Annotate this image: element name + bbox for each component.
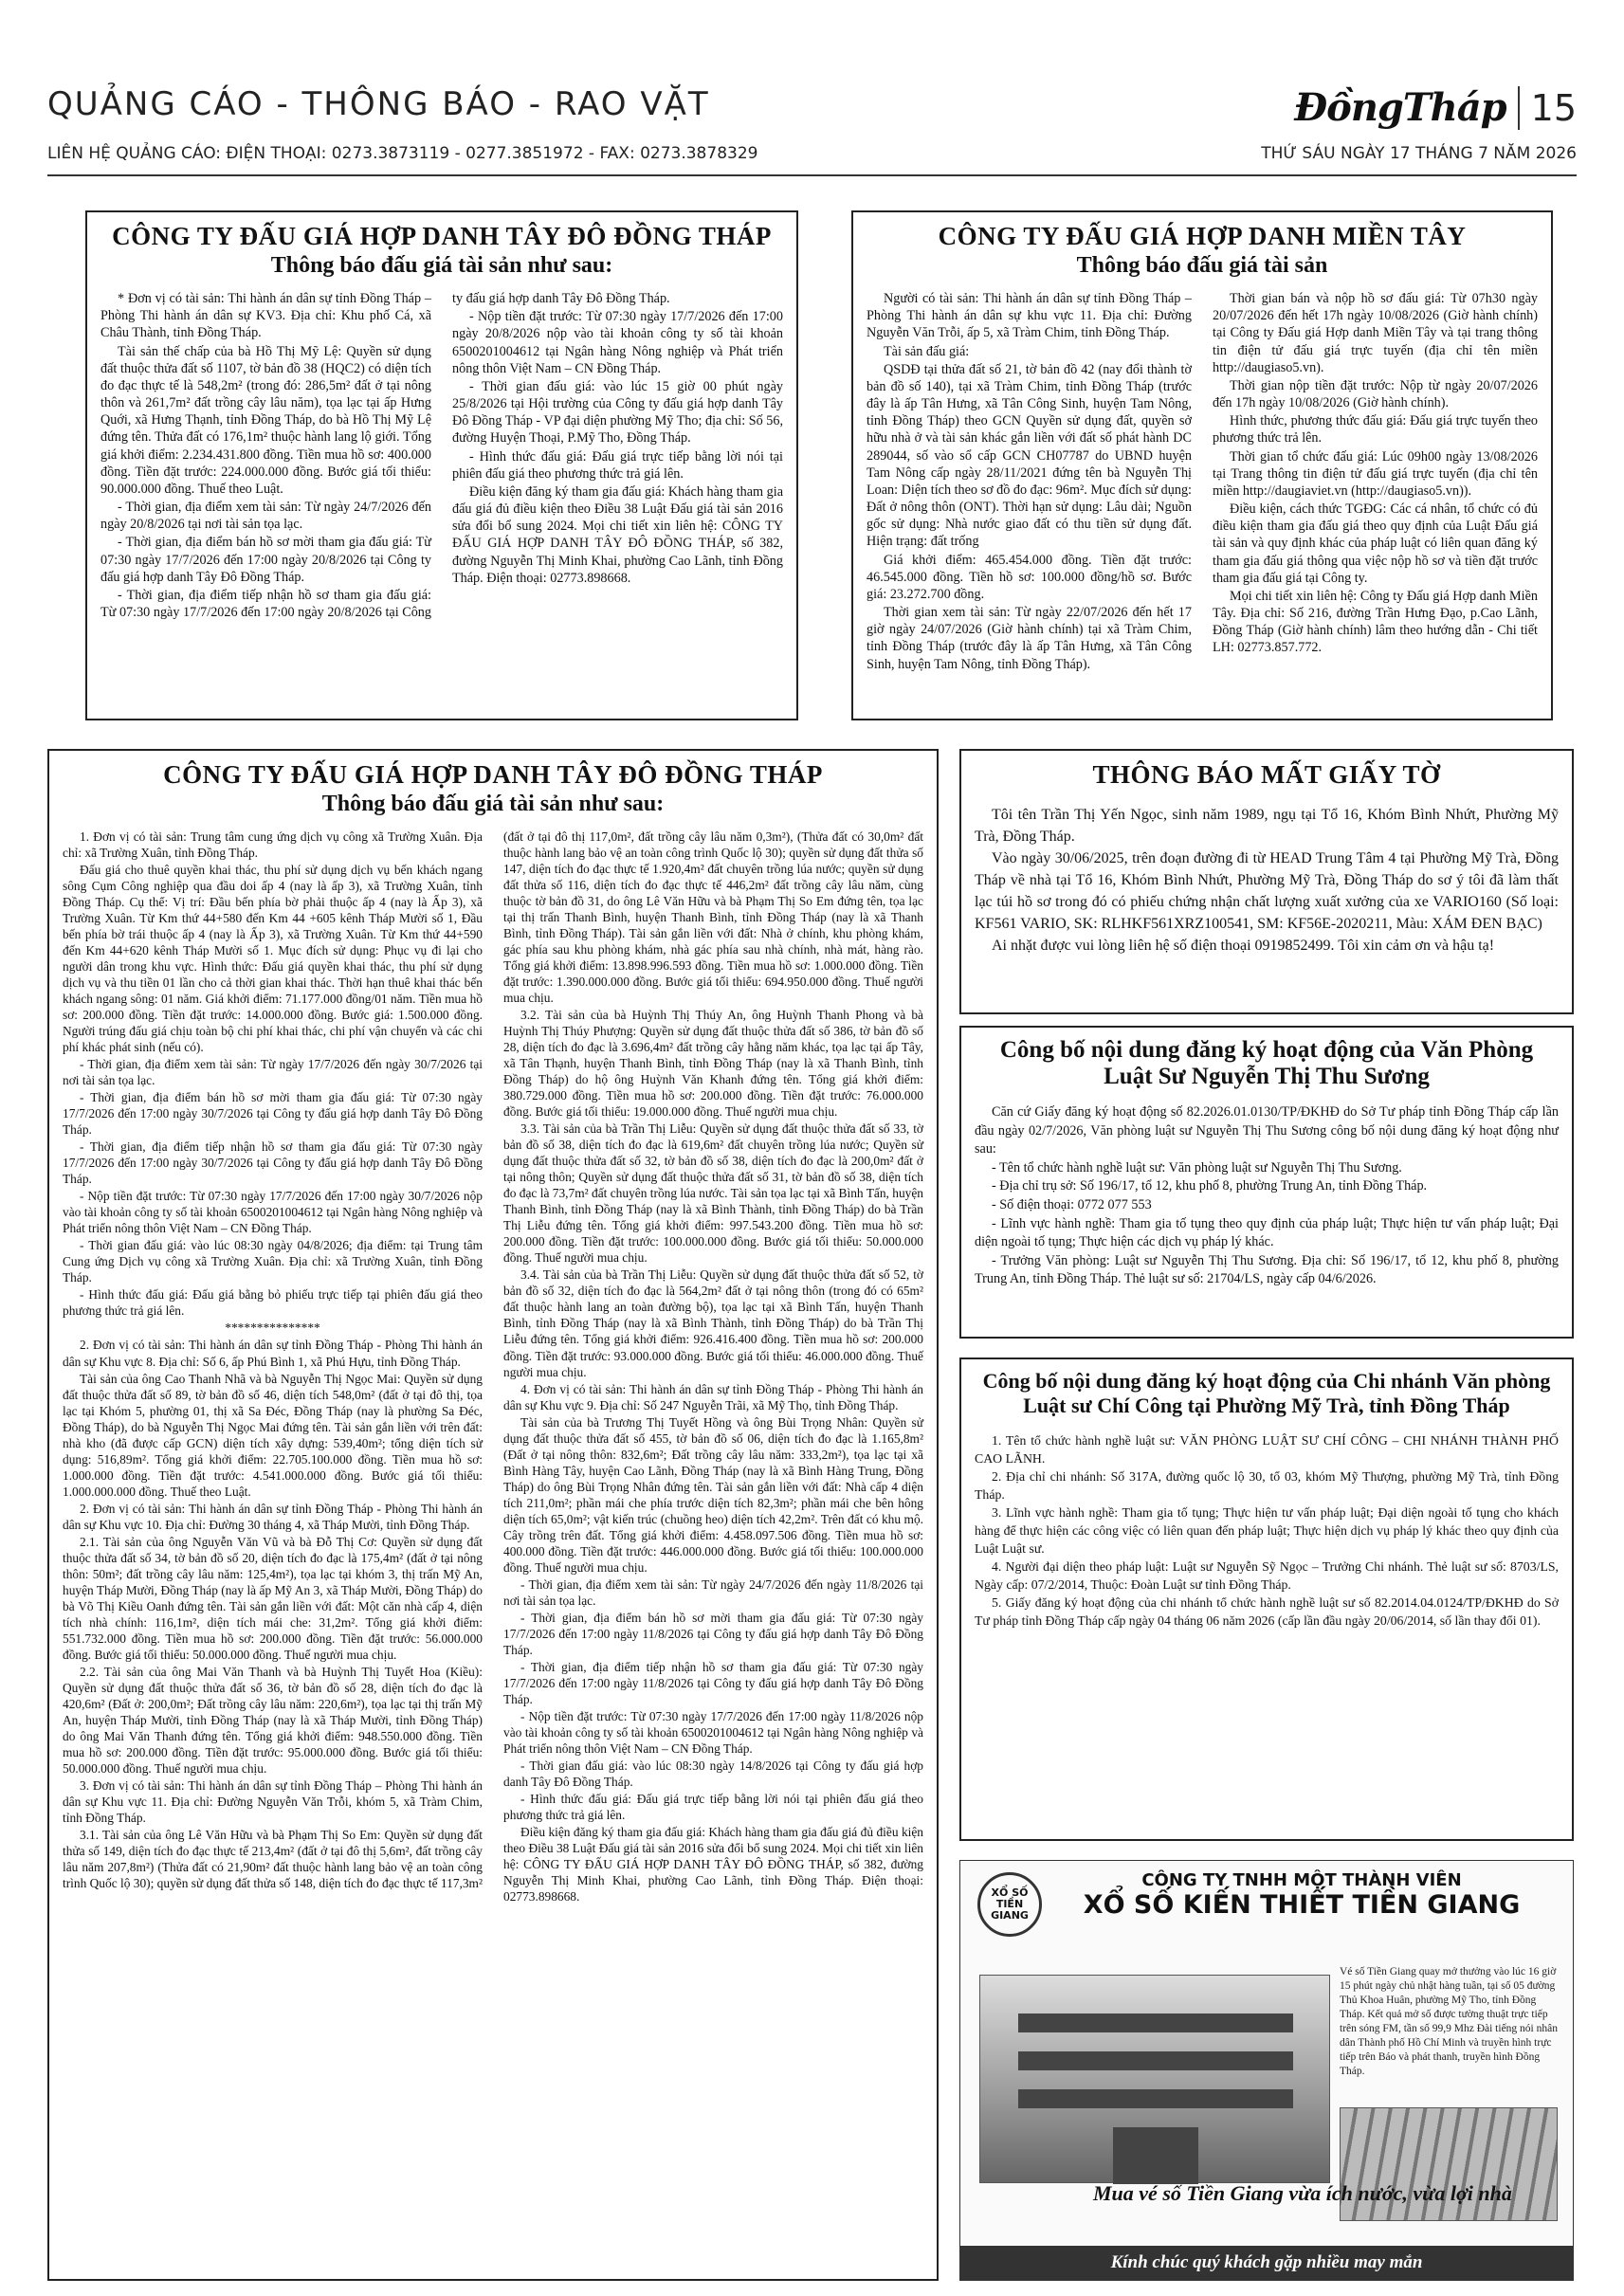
notice-paragraph: Điều kiện, cách thức TGĐG: Các cá nhân, tổ chức có đủ điều kiện tham gia đấu giá theo quy định của Luật Đấu giá tài sản và quy định khác của pháp luật có liên quan đăng ký tham gia đấu giá thông qua việc nộp hồ sơ và tiền đặt trước tham gia đấu giá tại Công ty. bbox=[1213, 501, 1538, 586]
notice-paragraph: - Thời gian, địa điểm tiếp nhận hồ sơ tham gia đấu giá: Từ 07:30 ngày 17/7/2026 đến 17:00 ngày 30/7/2026 tại Công ty đấu giá hợp danh Tây Đô Đồng Tháp. bbox=[63, 1139, 483, 1187]
notice-subtitle: Thông báo đấu giá tài sản như sau: bbox=[270, 253, 613, 278]
notice-title: Công bố nội dung đăng ký hoạt động của Chi nhánh Văn phòng Luật sư Chí Công tại Phường Mỹ Trà, tỉnh Đồng Tháp bbox=[982, 1369, 1551, 1417]
auction-notice-tay-do-1 bbox=[85, 210, 798, 720]
lottery-advertisement bbox=[959, 1860, 1574, 2281]
notice-separator: *************** bbox=[225, 1321, 320, 1336]
masthead-divider bbox=[1518, 86, 1520, 130]
notice-paragraph: 2.1. Tài sản của ông Nguyễn Văn Vũ và bà Đỗ Thị Cơ: Quyền sử dụng đất thuộc thửa đất số 34, tờ bản đồ số 20, diện tích đo đạc là 175,4m² (đất ở tại nông thôn: 50m²; đất trồng cây lâu năm: 125,4m²), tọa lạc tại khóm 3, thị trấn Mỹ An, huyện Tháp Mười, Đồng Tháp (nay là ấp Mỹ An 3, xã Tháp Mười, Đồng Tháp) do bà Võ Thị Kiều Oanh đứng tên. Tài sản gắn liền với đất: Một căn nhà cấp 4, diện tích nhà chính: 116,1m², diện tích mái che: 31,2m². Tổng giá khởi điểm: 551.732.000 đồng. Tiền mua hồ sơ: 200.000 đồng. Tiền đặt trước: 56.000.000 đồng. Bước giá tối thiểu: 50.000.000 đồng. Thuế người mua chịu. bbox=[63, 1534, 483, 1662]
ad-info-text: Vé số Tiền Giang quay mở thưởng vào lúc 16 giờ 15 phút ngày chủ nhật hàng tuần, tại số 05 đường Thủ Khoa Huân, phường Mỹ Tho, tỉnh Đồng Tháp. Kết quả mở số được tường thuật trực tiếp trên sóng FM, tần số 99,9 Mhz Đài tiếng nói nhân dân Thành phố Hồ Chí Minh và truyền hình trực tiếp trên Báo và phát thanh, truyền hình Đồng Tháp. bbox=[1340, 1966, 1558, 2077]
notice-paragraph: - Tên tổ chức hành nghề luật sư: Văn phòng luật sư Nguyễn Thị Thu Sương. bbox=[992, 1159, 1402, 1175]
masthead bbox=[1294, 85, 1577, 130]
advertising-contact: LIÊN HỆ QUẢNG CÁO: ĐIỆN THOẠI: 0273.3873119 - 0277.3851972 - FAX: 0273.3878329 bbox=[47, 144, 758, 163]
notice-title: CÔNG TY ĐẤU GIÁ HỢP DANH TÂY ĐÔ ĐỒNG THÁP bbox=[163, 760, 823, 789]
notice-paragraph: 2. Địa chỉ chi nhánh: Số 317A, đường quốc lộ 30, tổ 03, khóm Mỹ Thượng, phường Mỹ Trà, tỉnh Đồng Tháp. bbox=[975, 1469, 1559, 1503]
notice-paragraph: Tôi tên Trần Thị Yến Ngọc, sinh năm 1989, ngụ tại Tổ 16, Khóm Bình Nhứt, Phường Mỹ Trà, Đồng Tháp. bbox=[975, 807, 1559, 845]
notice-paragraph: Đấu giá cho thuê quyền khai thác, thu phí sử dụng dịch vụ bến khách ngang sông Cụm Công nghiệp qua đầu doi ấp 4 (nay là ấp 3), xã Trường Xuân, tỉnh Đồng Tháp. Cụ thể: Vị trí: Đầu bến phía bờ phải thuộc ấp 4 (nay là Ấp 3), xã Trường Xuân. Từ Km thứ 44+580 đến Km 44 +605 kênh Tháp Mười số 1, Đầu bến phía bờ trái thuộc ấp 4 (nay là Ấp 3), xã Trường Xuân. Từ Km thứ 44+590 đến Km 44+620 kênh Tháp Mười số 1. Mục đích sử dụng: Phục vụ đi lại cho người dân trong khu vực. Hình thức: Đấu giá quyền khai thác, thu phí sử dụng dịch vụ và thu tiền 01 lần cho cả thời gian khai thác. Thời hạn thuê khai thác bến khách ngang sông: 01 năm. Giá khởi điểm: 71.177.000 đồng/01 năm. Tiền mua hồ sơ: 200.000 đồng. Tiền đặt trước: 14.000.000 đồng. Bước giá: 1.500.000 đồng. Người trúng đấu giá chịu toàn bộ chi phí khai thác, chi phí vận chuyển và các chi phí khác phát sinh (nếu có). bbox=[63, 863, 483, 1055]
section-title: QUẢNG CÁO - THÔNG BÁO - RAO VẶT bbox=[47, 85, 710, 123]
ad-company-name: XỔ SỐ KIẾN THIẾT TIỀN GIANG bbox=[1083, 1890, 1521, 1920]
notice-paragraph: - Nộp tiền đặt trước: Từ 07:30 ngày 17/7/2026 đến 17:00 ngày 30/7/2026 nộp vào tài khoản công ty số tài khoản 6500201004612 tại Ngân hàng Nông nghiệp và Phát triển nông thôn Việt Nam – CN Đồng Tháp. bbox=[63, 1189, 483, 1236]
notice-paragraph: 1. Đơn vị có tài sản: Trung tâm cung ứng dịch vụ công xã Trường Xuân. Địa chỉ: xã Trường Xuân, tỉnh Đồng Tháp. bbox=[63, 829, 483, 861]
branch-registration-notice bbox=[959, 1358, 1574, 1841]
notice-paragraph: Thời gian xem tài sản: Từ ngày 22/07/2026 đến hết 17 giờ ngày 24/07/2026 (Giờ hành chính) tại xã Tràm Chim, tỉnh Đồng Tháp (trước đây là ấp Tân Hưng, xã Tân Công Sinh, huyện Tam Nông, tỉnh Đồng Tháp). bbox=[867, 605, 1192, 672]
notice-paragraph: Điều kiện đăng ký tham gia đấu giá: Khách hàng tham gia đấu giá đủ điều kiện theo Điều 38 Luật Đấu giá tài sản 2016 sửa đổi bổ sung 2024. Mọi chi tiết xin liên hệ: CÔNG TY ĐẤU GIÁ HỢP DANH TÂY ĐÔ ĐỒNG THÁP, số 382, đường Nguyễn Thị Minh Khai, phường Cao Lãnh, tỉnh Đồng Tháp. Điện thoại: 02773.898668. bbox=[503, 1824, 923, 1904]
notice-title: CÔNG TY ĐẤU GIÁ HỢP DANH TÂY ĐÔ ĐỒNG THÁP bbox=[112, 222, 772, 250]
notice-paragraph: - Thời gian, địa điểm tiếp nhận hồ sơ tham gia đấu giá: Từ 07:30 ngày 17/7/2026 đến 17:00 ngày 20/8/2026 tại Công ty đấu giá hợp danh Tây Đô Đồng Tháp. bbox=[100, 291, 670, 621]
notice-paragraph: Điều kiện đăng ký tham gia đấu giá: Khách hàng tham gia đấu giá đủ điều kiện theo Điều 38 Luật Đấu giá tài sản 2016 sửa đổi bổ sung 2024. Mọi chi tiết xin liên hệ: CÔNG TY ĐẤU GIÁ HỢP DANH TÂY ĐÔ ĐỒNG THÁP, số 382, đường Nguyễn Thị Minh Khai, phường Cao Lãnh, tỉnh Đồng Tháp. Điện thoại: 02773.898668. bbox=[452, 483, 783, 586]
notice-body bbox=[975, 805, 1559, 957]
notice-paragraph: Người có tài sản: Thi hành án dân sự tỉnh Đồng Tháp – Phòng Thi hành án dân sự khu vực 11. Địa chỉ: Đường Nguyễn Văn Trỗi, ấp 5, xã Tràm Chim, tỉnh Đồng Tháp. bbox=[867, 291, 1192, 341]
notice-paragraph: Tài sản đấu giá: bbox=[884, 343, 970, 359]
notice-paragraph: - Trưởng Văn phòng: Luật sư Nguyễn Thị Thu Sương. Địa chỉ: Số 196/17, tổ 12, khu phố 8, phường Trung An, tỉnh Đồng Tháp. Thẻ luật sư số: 21704/LS, ngày cấp 04/6/2026. bbox=[975, 1252, 1559, 1287]
notice-paragraph: - Thời gian, địa điểm bán hồ sơ mời tham gia đấu giá: Từ 07:30 ngày 17/7/2026 đến 17:00 ngày 30/7/2026 tại Công ty đấu giá hợp danh Tây Đô Đồng Tháp. bbox=[63, 1090, 483, 1138]
notice-paragraph: Ai nhặt được vui lòng liên hệ số điện thoại 0919852499. Tôi xin cảm ơn và hậu tạ! bbox=[992, 938, 1495, 955]
notice-paragraph: - Hình thức đấu giá: Đấu giá trực tiếp bằng lời nói tại phiên đấu giá theo phương thức trả giá lên. bbox=[452, 448, 783, 482]
notice-paragraph: Tài sản của bà Trương Thị Tuyết Hồng và ông Bùi Trọng Nhân: Quyền sử dụng đất thuộc thửa đất số 455, tờ bản đồ số 06, diện tích đo đạc là 1.165,8m² (Đất ở tại nông thôn: 832,6m²; Đất trồng cây lâu năm: 333,2m²), tọa lạc tại xã Bình Hàng Tây, huyện Cao Lãnh, Đồng Tháp (nay là xã Bình Hàng Trung, Đồng Tháp) do ông Bùi Trọng Nhân đứng tên. Tài sản gắn liền với đất: Nhà cấp 4 diện tích 211,0m²; phần mái che phía trước diện tích 82,3m²; phần mái che bên hông diện tích 65,0m²; vật kiến trúc (chuồng heo) diện tích 42,2m². Trên đất có khu mộ. Cây trồng trên đất. Tổng giá khởi điểm: 4.458.097.506 đồng. Tiền mua hồ sơ: 400.000 đồng. Tiền đặt trước: 446.000.000 đồng. Bước giá tối thiểu: 100.000.000 đồng. Thuế người mua chịu. bbox=[503, 1414, 923, 1575]
notice-paragraph: QSDĐ tại thửa đất số 21, tờ bản đồ 42 (nay đổi thành tờ bản đồ số 140), tại xã Tràm Chim, tỉnh Đồng Tháp (trước đây là ấp Tân Hưng, xã Tân Công Sinh, huyện Tam Nông, tỉnh Đồng Tháp) theo GCN Quyền sử dụng đất, quyền sở hữu nhà ở và tài sản khác gắn liền với đất số phát hành DC 289044, số vào sổ cấp GCN CH07787 do UBND huyện Tam Nông cấp ngày 28/11/2021 đứng tên bà Nguyễn Thị Loan: Diện tích theo sơ đồ đo đạc: 96m². Mục đích sử dụng: Đất ở nông thôn (ONT). Thời hạn sử dụng: Lâu dài; Nguồn gốc sử dụng: Nhà nước giao đất có thu tiền sử dụng đất. Hiện trạng: đất trống bbox=[867, 361, 1192, 550]
notice-paragraph: Thời gian bán và nộp hồ sơ đấu giá: Từ 07h30 ngày 20/07/2026 đến hết 17h ngày 10/08/2026 (Giờ hành chính) tại Công ty Đấu giá Hợp danh Miền Tây và tại trang thông tin điện tử đấu giá trực tuyến (địa chỉ tên miền http://daugiaso5.vn). bbox=[1213, 291, 1538, 375]
notice-paragraph: - Hình thức đấu giá: Đấu giá bằng bỏ phiếu trực tiếp tại phiên đấu giá theo phương thức trả giá lên. bbox=[63, 1287, 483, 1319]
notice-paragraph: 3.3. Tài sản của bà Trần Thị Liễu: Quyền sử dụng đất thuộc thửa đất số 33, tờ bản đồ số 38, diện tích đo đạc là 619,6m² đất chuyên trồng lúa nước; Quyền sử dụng đất thuộc thửa đất số 32, tờ bản đồ số 38, diện tích đo đạc là 200,0m² đất ở tại nông thôn; Quyền sử dụng đất thuộc thửa đất số 31, tờ bản đồ số 38, diện tích đo đạc là 73,7m² đất chuyên trồng lúa nước. Tài sản tọa lạc tại xã Bình Tấn, huyện Thanh Bình, tỉnh Đồng Tháp (nay là xã Bình Thành, tỉnh Đồng Tháp) do bà Trần Thị Liễu đứng tên. Tổng giá khởi điểm: 997.543.200 đồng. Tiền mua hồ sơ: 200.000 đồng. Tiền đặt trước: 100.000.000 đồng. Bước giá tối thiểu: 50.000.000 đồng. Thuế người mua chịu. bbox=[503, 1121, 923, 1266]
notice-paragraph: 3. Đơn vị có tài sản: Thi hành án dân sự tỉnh Đồng Tháp – Phòng Thi hành án dân sự Khu vực 11. Địa chỉ: Đường Nguyễn Văn Trỗi, khóm 5, xã Tràm Chim, tỉnh Đồng Tháp. bbox=[63, 1777, 483, 1825]
auction-notice-tay-do-2 bbox=[47, 749, 939, 2281]
notice-subtitle: Thông báo đấu giá tài sản bbox=[1076, 253, 1328, 278]
notice-paragraph: - Nộp tiền đặt trước: Từ 07:30 ngày 17/7/2026 đến 17:00 ngày 20/8/2026 nộp vào tài khoản công ty số tài khoản 6500201004612 tại Ngân hàng Nông nghiệp và Phát triển nông thôn Việt Nam – CN Đồng Tháp. bbox=[452, 309, 783, 376]
notice-paragraph: - Thời gian, địa điểm tiếp nhận hồ sơ tham gia đấu giá: Từ 07:30 ngày 17/7/2026 đến 17:00 ngày 11/8/2026 tại Công ty đấu giá hợp danh Tây Đô Đồng Tháp. bbox=[503, 1659, 923, 1706]
notice-body bbox=[975, 1431, 1559, 1630]
ad-brand bbox=[1055, 1870, 1548, 1920]
notice-title: Công bố nội dung đăng ký hoạt động của Văn Phòng Luật Sư Nguyễn Thị Thu Sương bbox=[999, 1037, 1534, 1089]
ad-company-type: CÔNG TY TNHH MỘT THÀNH VIÊN bbox=[1141, 1870, 1462, 1890]
page-number: 15 bbox=[1530, 86, 1577, 129]
notice-paragraph: 3.2. Tài sản của bà Huỳnh Thị Thúy An, ông Huỳnh Thanh Phong và bà Huỳnh Thị Thúy Phượng: Quyền sử dụng đất thuộc thửa đất số 386, tờ bản đồ số 28, diện tích đo đạc là 3.696,4m² đất trồng cây hằng năm khác, tọa lạc tại ấp Tây, xã Tân Thạnh, huyện Thanh Bình, tỉnh Đồng Tháp (nay là xã Thanh Bình, tỉnh Đồng Tháp) do hộ ông Huỳnh Văn Khanh đứng tên. Tổng giá khởi điểm: 380.729.000 đồng. Tiền mua hồ sơ: 200.000 đồng. Tiền đặt trước: 76.000.000 đồng. Bước giá tối thiểu: 19.000.000 đồng. Thuế người mua chịu. bbox=[503, 1008, 923, 1120]
notice-paragraph: 5. Giấy đăng ký hoạt động của chi nhánh tổ chức hành nghề luật sư số 82.2014.04.0124/TP/ĐKHĐ do Sở Tư pháp tỉnh Đồng Tháp cấp ngày 04 tháng 06 năm 2026 (cấp lần đầu ngày 20/06/2014, số lần thay đổi 01). bbox=[975, 1595, 1559, 1629]
notice-paragraph: Thời gian tổ chức đấu giá: Lúc 09h00 ngày 13/08/2026 tại Trang thông tin điện tử đấu giá trực tuyến (địa chỉ tên miền http://daugiaviet.vn (http://daugiaso5.vn)). bbox=[1213, 448, 1538, 499]
notice-body bbox=[100, 290, 783, 621]
notice-paragraph: Căn cứ Giấy đăng ký hoạt động số 82.2026.01.0130/TP/ĐKHĐ do Sở Tư pháp tỉnh Đồng Tháp cấp lần đầu ngày 02/7/2026, Văn phòng luật sư Nguyễn Thị Thu Sương công bố nội dung đăng ký hoạt động như sau: bbox=[975, 1104, 1559, 1157]
notice-subtitle: Thông báo đấu giá tài sản như sau: bbox=[321, 792, 665, 816]
notice-paragraph: Mọi chi tiết xin liên hệ: Công ty Đấu giá Hợp danh Miền Tây. Địa chỉ: Số 216, đường Trần Hưng Đạo, p.Cao Lãnh, Đồng Tháp (Giờ hành chính) lâm theo hướng dẫn - Chi tiết LH: 02773.857.772. bbox=[1213, 588, 1538, 656]
issue-date: THỨ SÁU NGÀY 17 THÁNG 7 NĂM 2026 bbox=[1261, 144, 1577, 163]
notice-body bbox=[975, 1103, 1559, 1289]
notice-paragraph: Vào ngày 30/06/2025, trên đoạn đường đi từ HEAD Trung Tâm 4 tại Phường Mỹ Trà, Đồng Tháp về nhà tại Tổ 16, Khóm Bình Nhứt, Phường Mỹ Trà, Đồng Tháp do sơ ý tôi đã làm thất lạc túi hồ sơ trong đó có phiếu chứng nhận chất lượng xuất xưởng của xe VARIO160 (Số loại: KF561 VARIO, SK: RLHKF561XRZ100541, SM: KF56E-2020211, Màu: XÁM ĐEN BẠC) bbox=[975, 850, 1559, 932]
lost-documents-notice bbox=[959, 749, 1574, 1014]
notice-body bbox=[867, 290, 1538, 673]
notice-paragraph: * Đơn vị có tài sản: Thi hành án dân sự tỉnh Đồng Tháp – Phòng Thi hành án dân sự KV3. Địa chỉ: Khu phố Cá, xã Châu Thành, tỉnh Đồng Tháp. bbox=[100, 291, 431, 341]
notice-paragraph: - Thời gian đấu giá: vào lúc 08:30 ngày 04/8/2026; địa điểm: tại Trung tâm Cung ứng Dịch vụ công xã Trường Xuân. Địa chỉ: xã Trường Xuân, tỉnh Đồng Tháp. bbox=[63, 1238, 483, 1285]
notice-paragraph: 3.4. Tài sản của bà Trần Thị Liễu: Quyền sử dụng đất thuộc thửa đất số 52, tờ bản đồ số 32, diện tích đo đạc là 564,2m² đất ở tại nông thôn (trong đó có 65m² đất thuộc hành lang an toàn đường bộ), tọa lạc tại xã Bình Tấn, huyện Thanh Bình, tỉnh Đồng Tháp (nay là xã Bình Thành, tỉnh Đồng Tháp) do bà Trần Thị Liễu đứng tên. Tổng giá khởi điểm: 926.416.400 đồng. Tiền mua hồ sơ: 200.000 đồng. Tiền đặt trước: 93.000.000 đồng. Bước giá tối thiểu: 46.000.000 đồng. Thuế người mua chịu. bbox=[503, 1267, 923, 1379]
auction-notice-mien-tay bbox=[851, 210, 1553, 720]
newspaper-logo: ĐồngTháp bbox=[1294, 85, 1506, 130]
notice-body bbox=[63, 829, 923, 1904]
page-header bbox=[47, 85, 1577, 171]
notice-paragraph: - Thời gian, địa điểm xem tài sản: Từ ngày 24/7/2026 đến ngày 11/8/2026 tại nơi tài sản tọa lạc. bbox=[503, 1576, 923, 1608]
notice-paragraph: - Thời gian, địa điểm bán hồ sơ mời tham gia đấu giá: Từ 07:30 ngày 17/7/2026 đến 17:00 ngày 11/8/2026 tại Công ty đấu giá hợp danh Tây Đô Đồng Tháp. bbox=[503, 1610, 923, 1657]
notice-paragraph: - Thời gian, địa điểm xem tài sản: Từ ngày 17/7/2026 đến ngày 30/7/2026 tại nơi tài sản tọa lạc. bbox=[63, 1057, 483, 1088]
notice-paragraph: - Lĩnh vực hành nghề: Tham gia tố tụng theo quy định của pháp luật; Thực hiện tư vấn pháp luật; Đại diện ngoài tố tụng; Thực hiện các dịch vụ pháp lý khác. bbox=[975, 1215, 1559, 1250]
notice-paragraph: 2.2. Tài sản của ông Mai Văn Thanh và bà Huỳnh Thị Tuyết Hoa (Kiều): Quyền sử dụng đất thuộc thửa đất số 36, tờ bản đồ số 28, diện tích đo đạc là 420,6m² (Đất ở: 200,0m²; Đất trồng cây lâu năm: 220,6m²), tọa lạc tại thị trấn Mỹ An, huyện Tháp Mười, tỉnh Đồng Tháp (nay là xã Tháp Mười, tỉnh Đồng Tháp) do ông Mai Văn Thanh đứng tên. Tổng giá khởi điểm: 948.550.000 đồng. Tiền mua hồ sơ: 200.000 đồng. Tiền đặt trước: 95.000.000 đồng. Bước giá tối thiểu: 50.000.000 đồng. Thuế người mua chịu. bbox=[63, 1664, 483, 1776]
notice-paragraph: 2. Đơn vị có tài sản: Thi hành án dân sự tỉnh Đồng Tháp - Phòng Thi hành án dân sự Khu vực 10. Địa chỉ: Đường 30 tháng 4, xã Tháp Mười, tỉnh Đồng Tháp. bbox=[63, 1501, 483, 1532]
notice-title: THÔNG BÁO MẤT GIẤY TỜ bbox=[1092, 760, 1441, 789]
law-office-registration-notice bbox=[959, 1026, 1574, 1339]
building-photo bbox=[979, 1975, 1330, 2183]
notice-paragraph: Thời gian nộp tiền đặt trước: Nộp từ ngày 20/07/2026 đến 17h ngày 10/08/2026 (Giờ hành chính). bbox=[1213, 377, 1538, 411]
notice-paragraph: - Địa chỉ trụ sở: Số 196/17, tổ 12, khu phố 8, phường Trung An, tỉnh Đồng Tháp. bbox=[992, 1178, 1428, 1194]
ad-closing-banner: Kính chúc quý khách gặp nhiều may mắn bbox=[960, 2246, 1573, 2280]
notice-paragraph: Giá khởi điểm: 465.454.000 đồng. Tiền đặt trước: 46.545.000 đồng. Tiền hồ sơ: 100.000 đồng/hồ sơ. Bước giá: 23.272.700 đồng. bbox=[867, 552, 1192, 602]
notice-paragraph: - Nộp tiền đặt trước: Từ 07:30 ngày 17/7/2026 đến 17:00 ngày 11/8/2026 nộp vào tài khoản công ty số tài khoản 6500201004612 tại Ngân hàng Nông nghiệp và Phát triển nông thôn Việt Nam – CN Đồng Tháp. bbox=[503, 1708, 923, 1756]
lottery-logo: XỔ SỐ TIỀN GIANG bbox=[977, 1872, 1042, 1937]
notice-paragraph: 4. Đơn vị có tài sản: Thi hành án dân sự tỉnh Đồng Tháp - Phòng Thi hành án dân sự Khu vực 9. Địa chỉ: Số 247 Nguyễn Trãi, xã Mỹ Thọ, tỉnh Đồng Tháp. bbox=[503, 1381, 923, 1412]
notice-paragraph: - Thời gian đấu giá: vào lúc 15 giờ 00 phút ngày 25/8/2026 tại Hội trường của Công ty đấu giá hợp danh Tây Đô Đồng Tháp - VP đại diện phường Mỹ Tho; địa chỉ: Số 56, đường Huyện Thoại, P.Mỹ Tho, Đồng Tháp. bbox=[452, 378, 783, 446]
notice-paragraph: Hình thức, phương thức đấu giá: Đấu giá trực tuyến theo phương thức trả lên. bbox=[1213, 413, 1538, 446]
notice-title: CÔNG TY ĐẤU GIÁ HỢP DANH MIỀN TÂY bbox=[938, 222, 1467, 250]
notice-paragraph: 3. Lĩnh vực hành nghề: Tham gia tố tụng; Thực hiện tư vấn pháp luật; Đại diện ngoài tố tụng cho khách hàng để thực hiện các công việc có liên quan đến pháp luật; Thực hiện dịch vụ pháp lý khác theo quy định của Luật Luật sư. bbox=[975, 1505, 1559, 1557]
notice-paragraph: 2. Đơn vị có tài sản: Thi hành án dân sự tỉnh Đồng Tháp - Phòng Thi hành án dân sự Khu vực 8. Địa chỉ: Số 6, ấp Phú Bình 1, xã Phú Hựu, tỉnh Đồng Tháp. bbox=[63, 1338, 483, 1369]
notice-paragraph: 4. Người đại diện theo pháp luật: Luật sư Nguyễn Sỹ Ngọc – Trưởng Chi nhánh. Thẻ luật sư số: 8703/LS, Ngày cấp: 07/2/2014, Thuộc: Đoàn Luật sư tỉnh Đồng Tháp. bbox=[975, 1559, 1559, 1593]
notice-paragraph: 3.1. Tài sản của ông Lê Văn Hữu và bà Phạm Thị So Em: Quyền sử dụng đất thửa số 149, diện tích đo đạc thực tế 213,4m² (đất ở tại đô thị 5,6m², đất trồng cây lâu năm 207,8m²) (Thửa đất có 21,90m² đất thuộc hành lang bảo vệ an toàn công trình Quốc lộ 30); quyền sử dụng đất thửa số 148, diện tích đo đạc thực tế 117,3m² (đất ở tại đô thị 117,0m², đất trồng cây lâu năm 0,3m²), (Thửa đất có 30,0m² đất thuộc hành lang bảo vệ an toàn công trình Quốc lộ 30); quyền sử dụng đất thửa số 147, diện tích đo đạc thực tế 1.920,4m² đất chuyên trồng lúa nước; quyền sử dụng đất thửa số 116, diện tích đo đạc thực tế 446,2m² đất trồng cây lâu năm, cùng thuộc tờ bản đồ 31, do ông Lê Văn Hữu và bà Phạm Thị So Em đứng tên, tọa lạc tại thị trấn Thanh Bình, huyện Thanh Bình, tỉnh Đồng Tháp (nay là xã Thanh Bình, tỉnh Đồng Tháp). Tài sản gắn liền với đất: Nhà ở chính, khu phòng khám, gác phía sau khu phòng khám, nhà gác phía sau nhà chính, nhà mát, hàng rào. Tổng giá khởi điểm: 13.898.996.593 đồng. Tiền mua hồ sơ: 1.000.000 đồng. Tiền đặt trước: 1.390.000.000 đồng. Bước giá tối thiểu: 694.950.000 đồng. Thuế người mua chịu. bbox=[63, 829, 923, 1890]
notice-paragraph: 1. Tên tổ chức hành nghề luật sư: VĂN PHÒNG LUẬT SƯ CHÍ CÔNG – CHI NHÁNH THÀNH PHỐ CAO LÃNH. bbox=[975, 1433, 1559, 1467]
notice-paragraph: - Thời gian, địa điểm bán hồ sơ mời tham gia đấu giá: Từ 07:30 ngày 17/7/2026 đến 17:00 ngày 20/8/2026 tại Công ty đấu giá hợp danh Tây Đô Đồng Tháp. bbox=[100, 535, 431, 585]
ad-slogan: Mua vé số Tiền Giang vừa ích nước, vừa lợi nhà bbox=[1093, 2181, 1512, 2205]
notice-paragraph: Tài sản thế chấp của bà Hồ Thị Mỹ Lệ: Quyền sử dụng đất thuộc thửa đất số 1107, tờ bản đồ 38 (HQC2) có diện tích đo đạc thực tế là 548,2m² (trong đó: 286,5m² đất ở tại nông thôn và 261,7m² đất trồng cây lâu năm), tọa lạc tại ấp Hưng Quới, xã Hưng Thạnh, tỉnh Đồng Tháp, do bà Hồ Thị Mỹ Lệ đứng tên. Thửa đất có 176,1m² thuộc hành lang lộ giới. Tổng giá khởi điểm: 2.234.431.800 đồng. Tiền mua hồ sơ: 400.000 đồng. Tiền đặt trước: 224.000.000 đồng. Bước giá tối thiểu: 90.000.000 đồng. Thuế theo Luật. bbox=[100, 343, 431, 497]
notice-paragraph: Tài sản của ông Cao Thanh Nhã và bà Nguyễn Thị Ngọc Mai: Quyền sử dụng đất thuộc thửa đất số 89, tờ bản đồ số 46, diện tích 548,0m² (đất ở tại đô thị, tọa lạc tại Khóm 5, phường 01, thị xã Sa Đéc, Đồng Tháp (nay là phường Sa Đéc, Đồng Tháp), do bà Nguyễn Thị Ngọc Mai đứng tên. Tài sản gắn liền với trên đất: nhà kho (đã được cấp GCN) diện tích xây dựng: 539,40m²; tổng diện tích sử dụng: 516,89m². Tổng giá khởi điểm: 22.705.100.000 đồng. Tiền mua hồ sơ: 1.000.000 đồng. Tiền đặt trước: 4.541.000.000 đồng. Bước giá tối thiểu: 1.000.000.000 đồng. Thuế theo Luật. bbox=[63, 1371, 483, 1499]
header-rule bbox=[47, 174, 1577, 176]
notice-paragraph: - Hình thức đấu giá: Đấu giá trực tiếp bằng lời nói tại phiên đấu giá theo phương thức trả giá lên. bbox=[503, 1791, 923, 1822]
notice-paragraph: - Thời gian, địa điểm xem tài sản: Từ ngày 24/7/2026 đến ngày 20/8/2026 tại nơi tài sản tọa lạc. bbox=[100, 500, 431, 533]
notice-paragraph: - Thời gian đấu giá: vào lúc 08:30 ngày 14/8/2026 tại Công ty đấu giá hợp danh Tây Đô Đồng Tháp. bbox=[503, 1758, 923, 1789]
notice-paragraph: - Số điện thoại: 0772 077 553 bbox=[992, 1196, 1152, 1212]
